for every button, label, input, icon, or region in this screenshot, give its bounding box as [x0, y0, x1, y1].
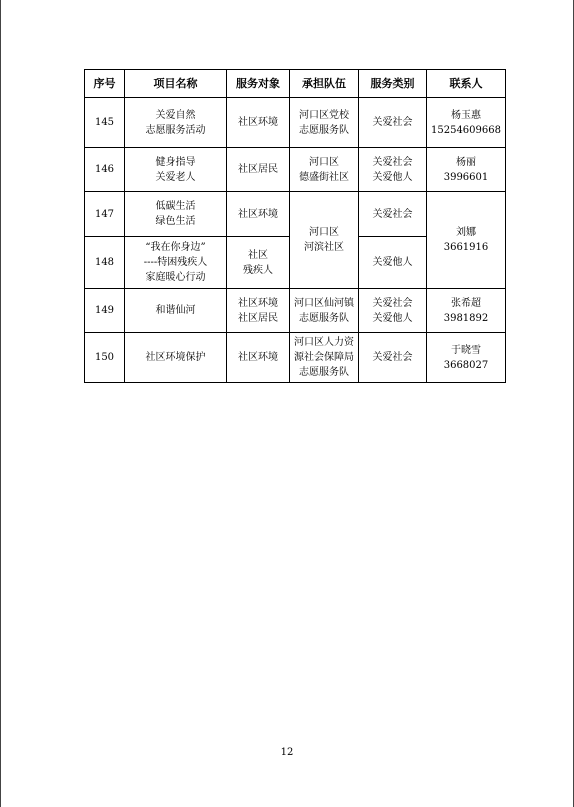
contact: 张希超 3981892: [427, 289, 506, 333]
service-category: 关爱社会: [359, 192, 427, 237]
service-team: 河口区仙河镇 志愿服务队: [290, 289, 359, 333]
header-number: 序号: [85, 70, 125, 98]
row-number: 149: [85, 289, 125, 333]
project-name: 低碳生活 绿色生活: [125, 192, 227, 237]
header-service-category: 服务类别: [359, 70, 427, 98]
service-project-table: [84, 69, 506, 383]
table-row: [85, 98, 506, 148]
header-project-name: 项目名称: [125, 70, 227, 98]
page-number: 12: [280, 747, 294, 758]
table-row: [85, 333, 506, 383]
header-contact: 联系人: [427, 70, 506, 98]
service-target: 社区居民: [227, 148, 290, 192]
row-number: 148: [85, 237, 125, 289]
page-border-left: [0, 0, 1, 807]
service-category: 关爱社会: [359, 98, 427, 148]
row-number: 146: [85, 148, 125, 192]
project-name: 关爱自然 志愿服务活动: [125, 98, 227, 148]
service-team: 河口区 河滨社区: [290, 192, 359, 289]
service-team: 河口区党校 志愿服务队: [290, 98, 359, 148]
contact: 杨玉惠 15254609668: [427, 98, 506, 148]
project-name: 健身指导 关爱老人: [125, 148, 227, 192]
header-team: 承担队伍: [290, 70, 359, 98]
contact: 杨丽 3996601: [427, 148, 506, 192]
service-team: 河口区 德盛街社区: [290, 148, 359, 192]
header-service-target: 服务对象: [227, 70, 290, 98]
project-name: 和谐仙河: [125, 289, 227, 333]
service-category: 关爱社会 关爱他人: [359, 148, 427, 192]
service-target: 社区环境: [227, 192, 290, 237]
contact: 刘娜 3661916: [427, 192, 506, 289]
row-number: 145: [85, 98, 125, 148]
row-number: 150: [85, 333, 125, 383]
service-target: 社区 残疾人: [227, 237, 290, 289]
contact: 于晓雪 3668027: [427, 333, 506, 383]
table-header-row: [85, 70, 506, 98]
table-row: [85, 148, 506, 192]
service-target: 社区环境: [227, 333, 290, 383]
table-row: [85, 289, 506, 333]
table-row: [85, 192, 506, 237]
project-name: 社区环境保护: [125, 333, 227, 383]
service-category: 关爱社会 关爱他人: [359, 289, 427, 333]
service-team: 河口区人力资 源社会保障局 志愿服务队: [290, 333, 359, 383]
service-category: 关爱他人: [359, 237, 427, 289]
service-target: 社区环境: [227, 98, 290, 148]
row-number: 147: [85, 192, 125, 237]
service-category: 关爱社会: [359, 333, 427, 383]
service-target: 社区环境 社区居民: [227, 289, 290, 333]
project-name: “我在你身边” ----特困残疾人 家庭暖心行动: [125, 237, 227, 289]
